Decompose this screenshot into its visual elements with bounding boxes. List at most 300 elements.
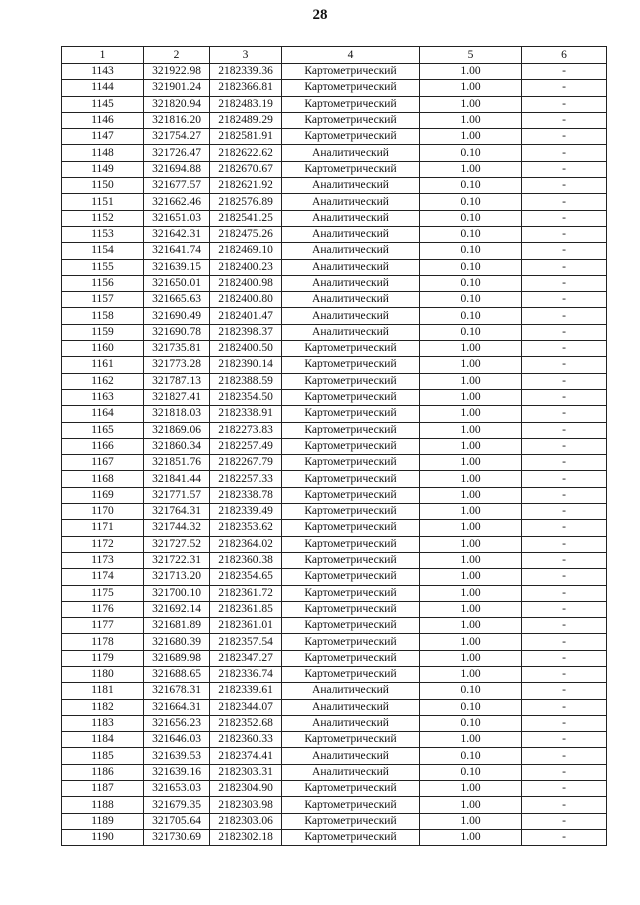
cell-y-coordinate: 2182360.33 [210,732,282,748]
cell-y-coordinate: 2182344.07 [210,699,282,715]
cell-x-coordinate: 321820.94 [144,96,210,112]
cell-x-coordinate: 321827.41 [144,389,210,405]
table-row [62,210,607,226]
cell-point-number: 1166 [62,438,144,454]
cell-x-coordinate: 321722.31 [144,552,210,568]
cell-method: Аналитический [282,178,420,194]
cell-accuracy: 1.00 [420,601,522,617]
table-row [62,666,607,682]
column-header: 6 [522,47,607,64]
table-row [62,438,607,454]
table-row [62,813,607,829]
cell-method: Картометрический [282,487,420,503]
cell-point-number: 1153 [62,226,144,242]
cell-point-number: 1147 [62,129,144,145]
cell-y-coordinate: 2182400.50 [210,341,282,357]
cell-point-number: 1173 [62,552,144,568]
table-row [62,781,607,797]
cell-y-coordinate: 2182347.27 [210,650,282,666]
cell-x-coordinate: 321764.31 [144,504,210,520]
cell-y-coordinate: 2182361.85 [210,601,282,617]
cell-x-coordinate: 321700.10 [144,585,210,601]
cell-accuracy: 1.00 [420,64,522,80]
cell-point-number: 1189 [62,813,144,829]
cell-point-number: 1155 [62,259,144,275]
cell-y-coordinate: 2182304.90 [210,781,282,797]
cell-accuracy: 1.00 [420,80,522,96]
cell-x-coordinate: 321713.20 [144,569,210,585]
table-row [62,552,607,568]
cell-x-coordinate: 321677.57 [144,178,210,194]
cell-method: Картометрический [282,438,420,454]
cell-x-coordinate: 321665.63 [144,292,210,308]
cell-note: - [522,813,607,829]
table-row [62,422,607,438]
table-row [62,129,607,145]
cell-note: - [522,504,607,520]
cell-method: Аналитический [282,715,420,731]
cell-accuracy: 0.10 [420,715,522,731]
cell-point-number: 1183 [62,715,144,731]
cell-accuracy: 0.10 [420,699,522,715]
cell-x-coordinate: 321705.64 [144,813,210,829]
cell-note: - [522,634,607,650]
cell-note: - [522,471,607,487]
table-header-row [62,47,607,64]
cell-accuracy: 1.00 [420,406,522,422]
cell-method: Аналитический [282,764,420,780]
cell-y-coordinate: 2182576.89 [210,194,282,210]
cell-accuracy: 1.00 [420,781,522,797]
cell-accuracy: 1.00 [420,504,522,520]
cell-y-coordinate: 2182339.36 [210,64,282,80]
cell-point-number: 1157 [62,292,144,308]
cell-accuracy: 1.00 [420,471,522,487]
cell-y-coordinate: 2182303.31 [210,764,282,780]
cell-point-number: 1181 [62,683,144,699]
table-row [62,161,607,177]
cell-x-coordinate: 321692.14 [144,601,210,617]
cell-note: - [522,80,607,96]
table-row [62,96,607,112]
table-body [62,64,607,846]
cell-method: Картометрический [282,129,420,145]
cell-y-coordinate: 2182357.54 [210,634,282,650]
cell-note: - [522,422,607,438]
cell-note: - [522,487,607,503]
cell-x-coordinate: 321787.13 [144,373,210,389]
cell-x-coordinate: 321744.32 [144,520,210,536]
cell-note: - [522,683,607,699]
cell-note: - [522,764,607,780]
cell-point-number: 1186 [62,764,144,780]
cell-method: Аналитический [282,243,420,259]
table-row [62,292,607,308]
cell-accuracy: 0.10 [420,764,522,780]
cell-accuracy: 0.10 [420,243,522,259]
cell-point-number: 1145 [62,96,144,112]
cell-note: - [522,650,607,666]
cell-note: - [522,112,607,128]
cell-method: Аналитический [282,699,420,715]
cell-accuracy: 0.10 [420,275,522,291]
cell-x-coordinate: 321690.49 [144,308,210,324]
cell-accuracy: 0.10 [420,292,522,308]
cell-note: - [522,455,607,471]
cell-point-number: 1187 [62,781,144,797]
cell-point-number: 1167 [62,455,144,471]
cell-note: - [522,341,607,357]
cell-point-number: 1165 [62,422,144,438]
cell-method: Картометрический [282,813,420,829]
cell-y-coordinate: 2182273.83 [210,422,282,438]
cell-method: Аналитический [282,292,420,308]
table-row [62,715,607,731]
cell-note: - [522,699,607,715]
cell-accuracy: 0.10 [420,259,522,275]
cell-point-number: 1169 [62,487,144,503]
cell-method: Картометрический [282,471,420,487]
cell-method: Картометрический [282,552,420,568]
cell-y-coordinate: 2182622.62 [210,145,282,161]
cell-method: Аналитический [282,748,420,764]
cell-note: - [522,732,607,748]
cell-note: - [522,781,607,797]
cell-note: - [522,308,607,324]
cell-y-coordinate: 2182400.80 [210,292,282,308]
cell-y-coordinate: 2182336.74 [210,666,282,682]
cell-method: Картометрический [282,455,420,471]
cell-point-number: 1160 [62,341,144,357]
cell-method: Аналитический [282,275,420,291]
cell-point-number: 1171 [62,520,144,536]
table-row [62,504,607,520]
cell-accuracy: 0.10 [420,226,522,242]
cell-note: - [522,275,607,291]
cell-x-coordinate: 321641.74 [144,243,210,259]
cell-accuracy: 0.10 [420,308,522,324]
cell-y-coordinate: 2182339.49 [210,504,282,520]
cell-note: - [522,715,607,731]
table-row [62,275,607,291]
table-row [62,64,607,80]
table-row [62,145,607,161]
cell-accuracy: 0.10 [420,194,522,210]
cell-x-coordinate: 321639.53 [144,748,210,764]
table-row [62,243,607,259]
cell-x-coordinate: 321662.46 [144,194,210,210]
cell-accuracy: 0.10 [420,145,522,161]
cell-y-coordinate: 2182621.92 [210,178,282,194]
cell-note: - [522,324,607,340]
cell-y-coordinate: 2182257.33 [210,471,282,487]
table-row [62,699,607,715]
cell-note: - [522,145,607,161]
cell-point-number: 1179 [62,650,144,666]
cell-y-coordinate: 2182398.37 [210,324,282,340]
cell-method: Аналитический [282,145,420,161]
cell-y-coordinate: 2182581.91 [210,129,282,145]
cell-point-number: 1170 [62,504,144,520]
table-row [62,178,607,194]
cell-point-number: 1175 [62,585,144,601]
cell-note: - [522,536,607,552]
table-row [62,373,607,389]
cell-method: Аналитический [282,210,420,226]
cell-y-coordinate: 2182354.65 [210,569,282,585]
cell-point-number: 1151 [62,194,144,210]
cell-point-number: 1172 [62,536,144,552]
cell-point-number: 1156 [62,275,144,291]
cell-accuracy: 1.00 [420,585,522,601]
cell-x-coordinate: 321664.31 [144,699,210,715]
cell-accuracy: 1.00 [420,112,522,128]
cell-point-number: 1152 [62,210,144,226]
table-row [62,650,607,666]
table-row [62,732,607,748]
cell-note: - [522,618,607,634]
cell-method: Картометрический [282,569,420,585]
cell-note: - [522,438,607,454]
cell-method: Картометрический [282,634,420,650]
cell-note: - [522,210,607,226]
cell-note: - [522,292,607,308]
page-number: 28 [312,7,328,23]
cell-point-number: 1180 [62,666,144,682]
cell-method: Картометрический [282,373,420,389]
cell-point-number: 1146 [62,112,144,128]
cell-x-coordinate: 321650.01 [144,275,210,291]
cell-y-coordinate: 2182475.26 [210,226,282,242]
cell-accuracy: 1.00 [420,161,522,177]
cell-accuracy: 1.00 [420,389,522,405]
cell-method: Картометрический [282,536,420,552]
cell-x-coordinate: 321690.78 [144,324,210,340]
cell-y-coordinate: 2182338.91 [210,406,282,422]
table-row [62,683,607,699]
cell-x-coordinate: 321901.24 [144,80,210,96]
column-header: 2 [144,47,210,64]
cell-method: Аналитический [282,308,420,324]
cell-x-coordinate: 321653.03 [144,781,210,797]
cell-y-coordinate: 2182400.98 [210,275,282,291]
cell-point-number: 1163 [62,389,144,405]
cell-x-coordinate: 321639.15 [144,259,210,275]
column-header: 4 [282,47,420,64]
cell-point-number: 1190 [62,829,144,845]
cell-y-coordinate: 2182353.62 [210,520,282,536]
cell-y-coordinate: 2182303.06 [210,813,282,829]
column-header: 1 [62,47,144,64]
cell-y-coordinate: 2182352.68 [210,715,282,731]
cell-y-coordinate: 2182338.78 [210,487,282,503]
cell-accuracy: 1.00 [420,96,522,112]
cell-x-coordinate: 321735.81 [144,341,210,357]
cell-accuracy: 1.00 [420,341,522,357]
table-row [62,764,607,780]
cell-note: - [522,96,607,112]
cell-note: - [522,226,607,242]
cell-point-number: 1162 [62,373,144,389]
coordinates-table [61,46,607,846]
cell-x-coordinate: 321680.39 [144,634,210,650]
cell-y-coordinate: 2182360.38 [210,552,282,568]
cell-x-coordinate: 321681.89 [144,618,210,634]
cell-y-coordinate: 2182339.61 [210,683,282,699]
cell-accuracy: 1.00 [420,536,522,552]
cell-note: - [522,194,607,210]
cell-note: - [522,161,607,177]
cell-x-coordinate: 321754.27 [144,129,210,145]
cell-point-number: 1177 [62,618,144,634]
cell-y-coordinate: 2182388.59 [210,373,282,389]
cell-method: Аналитический [282,194,420,210]
cell-note: - [522,569,607,585]
cell-accuracy: 1.00 [420,829,522,845]
cell-note: - [522,373,607,389]
cell-note: - [522,666,607,682]
cell-x-coordinate: 321694.88 [144,161,210,177]
cell-method: Картометрический [282,389,420,405]
cell-x-coordinate: 321642.31 [144,226,210,242]
cell-accuracy: 1.00 [420,666,522,682]
cell-method: Картометрический [282,618,420,634]
cell-x-coordinate: 321646.03 [144,732,210,748]
table-row [62,487,607,503]
cell-x-coordinate: 321860.34 [144,438,210,454]
column-header: 3 [210,47,282,64]
table-row [62,471,607,487]
cell-accuracy: 0.10 [420,210,522,226]
table-row [62,634,607,650]
cell-y-coordinate: 2182267.79 [210,455,282,471]
cell-accuracy: 1.00 [420,813,522,829]
table-row [62,536,607,552]
cell-note: - [522,406,607,422]
cell-accuracy: 0.10 [420,178,522,194]
table-row [62,194,607,210]
cell-x-coordinate: 321922.98 [144,64,210,80]
column-header: 5 [420,47,522,64]
cell-point-number: 1143 [62,64,144,80]
cell-note: - [522,357,607,373]
cell-x-coordinate: 321688.65 [144,666,210,682]
cell-accuracy: 1.00 [420,569,522,585]
cell-y-coordinate: 2182400.23 [210,259,282,275]
cell-method: Картометрический [282,341,420,357]
cell-method: Картометрический [282,797,420,813]
cell-note: - [522,178,607,194]
cell-point-number: 1174 [62,569,144,585]
cell-note: - [522,389,607,405]
cell-note: - [522,259,607,275]
cell-method: Картометрический [282,422,420,438]
cell-y-coordinate: 2182257.49 [210,438,282,454]
cell-x-coordinate: 321869.06 [144,422,210,438]
cell-x-coordinate: 321727.52 [144,536,210,552]
table-row [62,455,607,471]
cell-method: Картометрический [282,829,420,845]
cell-y-coordinate: 2182364.02 [210,536,282,552]
cell-point-number: 1168 [62,471,144,487]
cell-x-coordinate: 321651.03 [144,210,210,226]
cell-point-number: 1144 [62,80,144,96]
cell-y-coordinate: 2182374.41 [210,748,282,764]
cell-x-coordinate: 321818.03 [144,406,210,422]
cell-method: Аналитический [282,226,420,242]
cell-y-coordinate: 2182670.67 [210,161,282,177]
cell-point-number: 1178 [62,634,144,650]
cell-point-number: 1185 [62,748,144,764]
table-row [62,748,607,764]
cell-note: - [522,585,607,601]
cell-y-coordinate: 2182366.81 [210,80,282,96]
cell-accuracy: 1.00 [420,455,522,471]
cell-accuracy: 1.00 [420,357,522,373]
cell-accuracy: 1.00 [420,634,522,650]
cell-accuracy: 1.00 [420,797,522,813]
cell-accuracy: 1.00 [420,438,522,454]
cell-method: Картометрический [282,732,420,748]
cell-x-coordinate: 321771.57 [144,487,210,503]
cell-y-coordinate: 2182354.50 [210,389,282,405]
table-row [62,324,607,340]
cell-method: Картометрический [282,357,420,373]
cell-note: - [522,552,607,568]
cell-x-coordinate: 321730.69 [144,829,210,845]
cell-x-coordinate: 321656.23 [144,715,210,731]
cell-point-number: 1158 [62,308,144,324]
table-row [62,797,607,813]
cell-y-coordinate: 2182489.29 [210,112,282,128]
cell-note: - [522,129,607,145]
cell-point-number: 1184 [62,732,144,748]
cell-accuracy: 1.00 [420,373,522,389]
cell-point-number: 1161 [62,357,144,373]
cell-accuracy: 1.00 [420,552,522,568]
cell-method: Картометрический [282,112,420,128]
cell-accuracy: 1.00 [420,520,522,536]
cell-note: - [522,601,607,617]
table-row [62,829,607,845]
table-row [62,618,607,634]
cell-y-coordinate: 2182302.18 [210,829,282,845]
cell-point-number: 1164 [62,406,144,422]
table-row [62,112,607,128]
table-row [62,226,607,242]
cell-accuracy: 0.10 [420,683,522,699]
cell-y-coordinate: 2182361.72 [210,585,282,601]
cell-accuracy: 1.00 [420,650,522,666]
table-row [62,406,607,422]
cell-method: Картометрический [282,520,420,536]
cell-y-coordinate: 2182483.19 [210,96,282,112]
cell-x-coordinate: 321639.16 [144,764,210,780]
cell-method: Картометрический [282,504,420,520]
cell-method: Картометрический [282,650,420,666]
cell-x-coordinate: 321679.35 [144,797,210,813]
cell-method: Картометрический [282,64,420,80]
cell-y-coordinate: 2182469.10 [210,243,282,259]
table-row [62,308,607,324]
cell-method: Картометрический [282,96,420,112]
cell-accuracy: 1.00 [420,487,522,503]
table-row [62,601,607,617]
cell-method: Картометрический [282,161,420,177]
table-row [62,585,607,601]
cell-point-number: 1149 [62,161,144,177]
cell-note: - [522,748,607,764]
